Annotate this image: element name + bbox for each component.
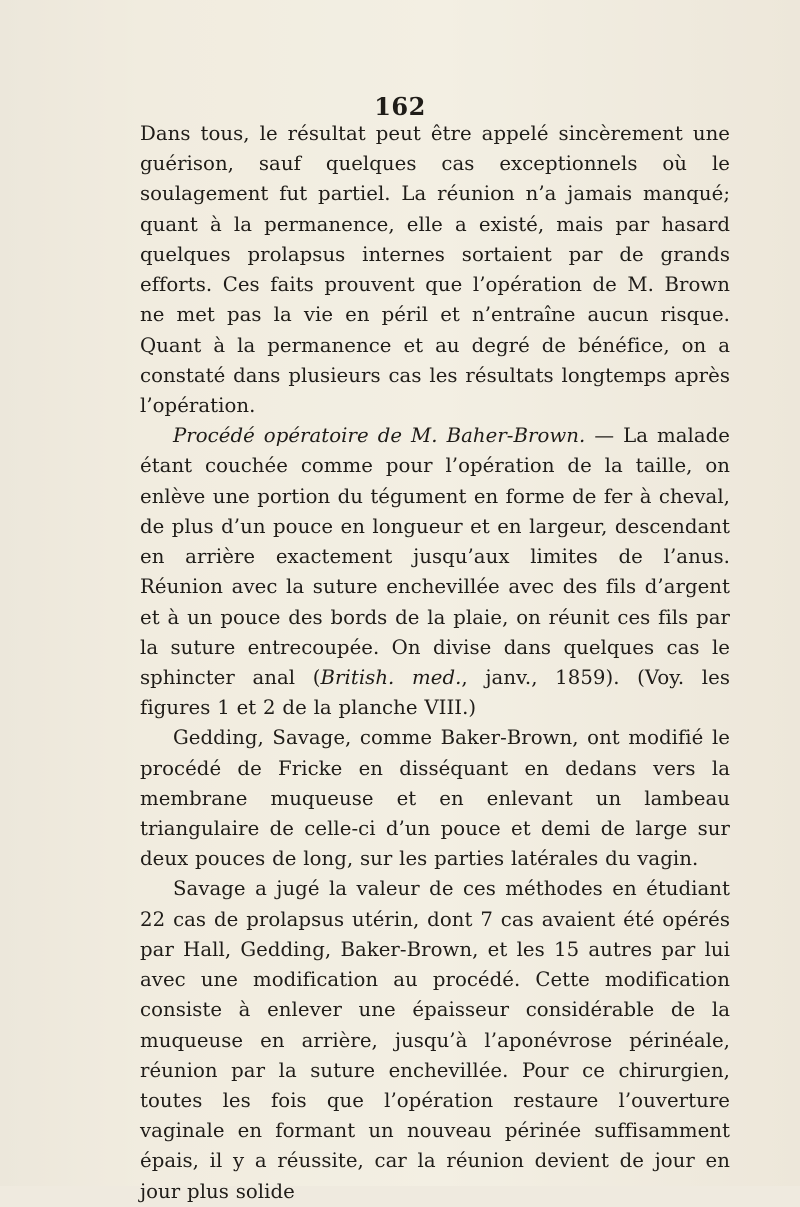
paragraph-3 xyxy=(140,723,730,874)
body-text xyxy=(140,119,730,1207)
paragraph-3-text: Gedding, Savage, comme Baker-Brown, ont modifié le procédé de Fricke en disséquant en dedans vers la membrane muqueuse et en enlevant un lambeau triangulaire de celle-ci d’un pouce et demi de large sur deux pouces de long, sur les parties latérales du vagin. xyxy=(140,726,730,871)
paragraph-4-text: Savage a jugé la valeur de ces méthodes en étudiant 22 cas de prolapsus utérin, dont 7 cas avaient été opérés par Hall, Gedding, Baker-Brown, et les 15 autres par lui avec une modification au procédé. Cette modification consiste à enlever une épaisseur considérable de la muqueuse en arrière, jusqu’à l’aponévrose périnéale, réunion par la suture enchevillée. Pour ce chirurgien, toutes les fois que l’opération restaure l’ouverture vaginale en formant un nouveau périnée suffisamment épais, il y a réussite, car la réunion devient de jour en jour plus solide xyxy=(140,877,730,1203)
paragraph-1-text: Dans tous, le résultat peut être appelé sincèrement une guérison, sauf quelques cas exceptionnels où le soulagement fut partiel. La réunion n’a jamais manqué; quant à la permanence, elle a existé, mais par hasard quelques prolapsus internes sortaient par de grands efforts. Ces faits prouvent que l’opération de M. Brown ne met pas la vie en péril et n’entraîne aucun risque. Quant à la permanence et au degré de bénéfice, on a constaté dans plusieurs cas les résultats longtemps après l’opération. xyxy=(140,122,730,417)
paragraph-2-text-b: , janv., 1859). (Voy. les figures 1 et 2 de la planche VIII.) xyxy=(140,665,730,720)
paragraph-4 xyxy=(140,874,730,1206)
page-number: 162 xyxy=(374,92,426,121)
paragraph-2-heading: Procédé opératoire de M. Baher-Brown. xyxy=(173,424,586,448)
paragraph-2 xyxy=(140,421,730,723)
paragraph-2-text-a: — La malade étant couchée comme pour l’opération de la taille, on enlève une portion du tégument en forme de fer à cheval, de plus d’un pouce en longueur et en largeur, descendant en arrière exactement jusqu’aux limites de l’anus. Réunion avec la suture enchevillée avec des fils d’argent et à un pouce des bords de la plaie, on réunit ces fils par la suture entrecoupée. On divise dans quelques cas le sphincter anal ( xyxy=(140,424,730,689)
paragraph-1 xyxy=(140,119,730,421)
paragraph-2-citation: British. med. xyxy=(320,665,462,689)
